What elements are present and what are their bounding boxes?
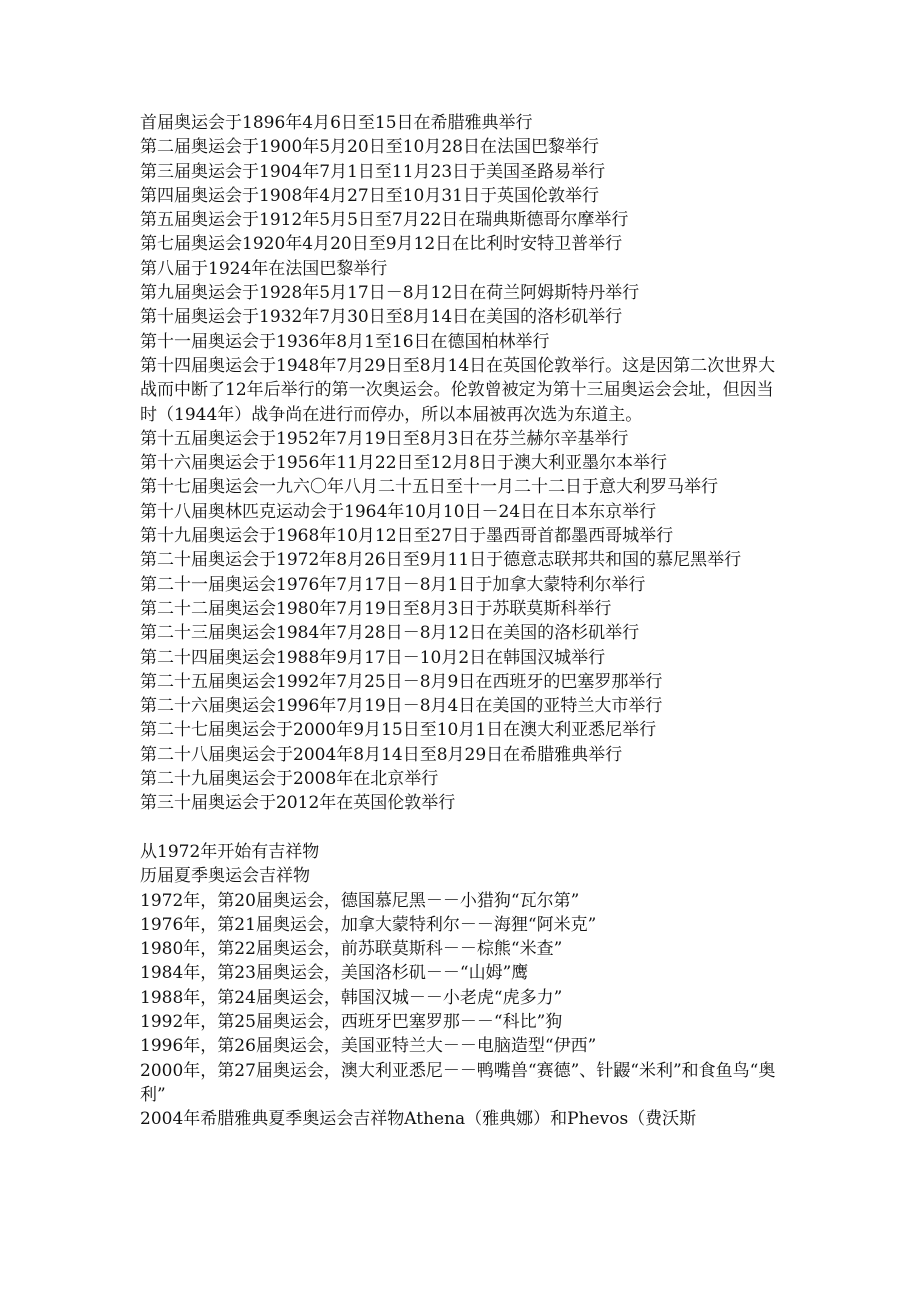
olympics-line: 第九届奥运会于1928年5月17日－8月12日在荷兰阿姆斯特丹举行	[140, 283, 640, 304]
olympics-line: 第二十五届奥运会1992年7月25日－8月9日在西班牙的巴塞罗那举行	[140, 671, 663, 692]
olympics-line: 第三十届奥运会于2012年在英国伦敦举行	[140, 793, 456, 814]
mascot-line: 1980年，第22届奥运会，前苏联莫斯科－－棕熊“米查”	[140, 939, 563, 960]
olympics-line: 第十届奥运会于1932年7月30日至8月14日在美国的洛杉矶举行	[140, 307, 623, 328]
olympics-line: 第四届奥运会于1908年4月27日至10月31日于英国伦敦举行	[140, 185, 599, 206]
paragraph-gap	[140, 816, 780, 840]
olympics-line: 第十四届奥运会于1948年7月29日至8月14日在英国伦敦举行。这是因第二次世界大战而中断了12年后举行的第一次奥运会。伦敦曾被定为第十三届奥运会会址，但因当时（1944年）战争尚在进行而停办，所以本届被再次选为东道主。	[140, 355, 776, 425]
mascots-intro: 从1972年开始有吉祥物	[140, 841, 320, 862]
olympics-line: 第三届奥运会于1904年7月1日至11月23日于美国圣路易举行	[140, 161, 606, 182]
olympics-list	[140, 111, 780, 816]
mascot-line: 1976年，第21届奥运会，加拿大蒙特利尔－－海狸“阿米克”	[140, 914, 597, 935]
document-page	[140, 111, 780, 1131]
olympics-line: 第二十二届奥运会1980年7月19日至8月3日于苏联莫斯科举行	[140, 598, 612, 619]
mascots-heading: 历届夏季奥运会吉祥物	[140, 866, 310, 887]
olympics-line: 第二十三届奥运会1984年7月28日－8月12日在美国的洛杉矶举行	[140, 623, 640, 644]
mascot-line: 1992年，第25届奥运会，西班牙巴塞罗那－－“科比”狗	[140, 1011, 563, 1032]
olympics-line: 第二十一届奥运会1976年7月17日－8月1日于加拿大蒙特利尔举行	[140, 574, 646, 595]
olympics-line: 第二十八届奥运会于2004年8月14日至8月29日在希腊雅典举行	[140, 744, 623, 765]
olympics-line: 第二届奥运会于1900年5月20日至10月28日在法国巴黎举行	[140, 137, 599, 158]
olympics-line: 第二十届奥运会于1972年8月26日至9月11日于德意志联邦共和国的慕尼黑举行	[140, 550, 742, 571]
olympics-line: 第十一届奥运会于1936年8月1至16日在德国柏林举行	[140, 331, 550, 352]
olympics-line: 第二十四届奥运会1988年9月17日－10月2日在韩国汉城举行	[140, 647, 606, 668]
mascot-line: 1972年，第20届奥运会，德国慕尼黑－－小猎狗“瓦尔第”	[140, 890, 580, 911]
olympics-line: 第十五届奥运会于1952年7月19日至8月3日在芬兰赫尔辛基举行	[140, 428, 629, 449]
mascots-list	[140, 840, 780, 1132]
mascot-line: 2000年，第27届奥运会，澳大利亚悉尼－－鸭嘴兽“赛德”、针鼹“米利”和食鱼鸟“奥利”	[140, 1060, 776, 1105]
olympics-line: 第十六届奥运会于1956年11月22日至12月8日于澳大利亚墨尔本举行	[140, 453, 667, 474]
olympics-line: 第二十六届奥运会1996年7月19日－8月4日在美国的亚特兰大市举行	[140, 696, 663, 717]
olympics-line: 第八届于1924年在法国巴黎举行	[140, 258, 388, 279]
mascot-line: 1984年，第23届奥运会，美国洛杉矶－－“山姆”鹰	[140, 963, 529, 984]
olympics-line: 第十八届奥林匹克运动会于1964年10月10日－24日在日本东京举行	[140, 501, 657, 522]
olympics-line: 第二十九届奥运会于2008年在北京举行	[140, 769, 439, 790]
olympics-line: 首届奥运会于1896年4月6日至15日在希腊雅典举行	[140, 113, 533, 133]
olympics-line: 第十七届奥运会一九六〇年八月二十五日至十一月二十二日于意大利罗马举行	[140, 477, 718, 498]
mascot-line: 2004年希腊雅典夏季奥运会吉祥物Athena（雅典娜）和Phevos（费沃斯	[140, 1109, 697, 1130]
mascot-line: 1988年，第24届奥运会，韩国汉城－－小老虎“虎多力”	[140, 987, 563, 1008]
olympics-line: 第二十七届奥运会于2000年9月15日至10月1日在澳大利亚悉尼举行	[140, 720, 657, 741]
olympics-line: 第五届奥运会于1912年5月5日至7月22日在瑞典斯德哥尔摩举行	[140, 210, 629, 231]
olympics-line: 第七届奥运会1920年4月20日至9月12日在比利时安特卫普举行	[140, 234, 623, 255]
mascot-line: 1996年，第26届奥运会，美国亚特兰大－－电脑造型“伊西”	[140, 1036, 597, 1057]
olympics-line: 第十九届奥运会于1968年10月12日至27日于墨西哥首都墨西哥城举行	[140, 526, 674, 547]
